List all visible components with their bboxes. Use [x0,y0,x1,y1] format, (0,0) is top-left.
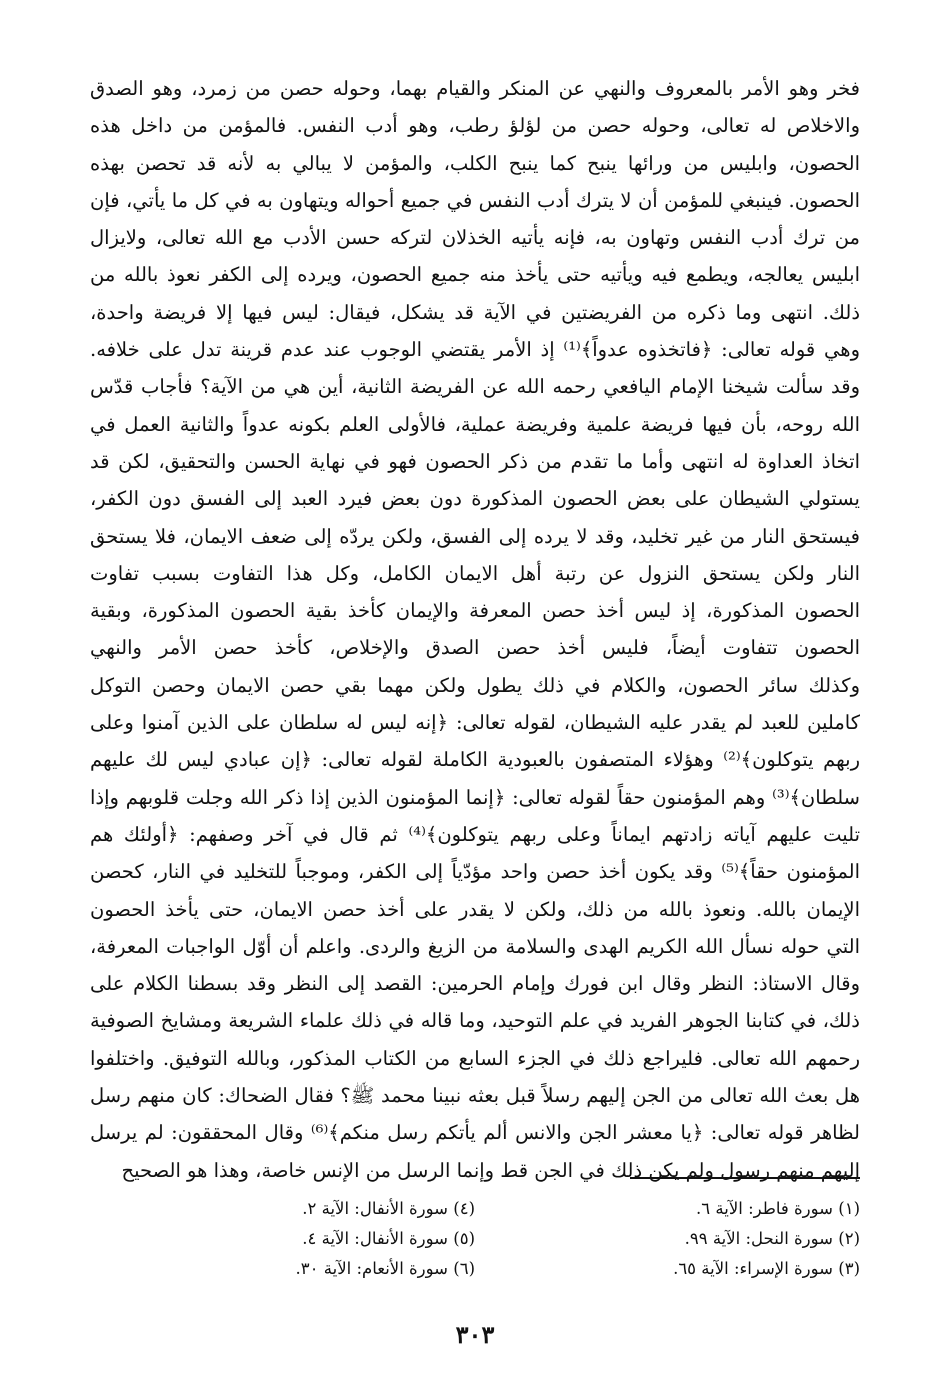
footnote: (٤) سورة الأنفال: الآية ٢. [302,1199,475,1218]
text-line: الحصون المذكورة، إذ ليس أخذ حصن المعرفة والإيمان كأخذ بقية الحصون المذكورة، وبقية [90,599,860,623]
text-line: رحمهم الله تعالى. فليراجع ذلك في الجزء السابع من الكتاب المذكور، وبالله التوفيق. واختلفوا [90,1046,860,1070]
text-line: الحصون تتفاوت أيضاً، فليس أخذ حصن الصدق والإخلاص، كأخذ حصن الأمر والنهي [90,636,860,660]
text-line: تليت عليهم آياته زادتهم ايماناً وعلى ربهم يتوكلون﴾⁽⁴⁾ ثم قال في آخر وصفهم: ﴿أولئك هم [90,822,860,846]
body-text [90,70,860,1189]
text-line: يستولي الشيطان على بعض الحصون المذكورة دون بعض فيرد العبد إلى الفسق دون الكفر، [90,487,860,511]
text-line: إليهم منهم رسول ولم يكن ذلك في الجن قط وإنما الرسل من الإنس خاصة، وهذا هو الصحيح [121,1158,860,1182]
text-line: والاخلاص له تعالى، وحوله حصن من لؤلؤ رطب، وهو أدب النفس. فالمؤمن من داخل هذه [90,114,860,138]
text-line: اتخاذ العداوة له انتهى وأما ما تقدم من ذكر الحصون فهو في نهاية الحسن والتحقيق، لكن قد [90,449,860,473]
footnote-separator [630,1177,860,1179]
text-line: ربهم يتوكلون﴾⁽²⁾ وهؤلاء المتصفون بالعبودية الكاملة لقوله تعالى: ﴿إن عبادي ليس لك عليهم [90,748,860,772]
text-line: سلطان﴾⁽³⁾ وهم المؤمنون حقاً لقوله تعالى: ﴿إنما المؤمنون الذين إذا ذكر الله وجلت قلوبهم وإذا [90,785,860,809]
text-line: وقال الاستاذ: النظر وقال ابن فورك وإمام الحرمين: القصد إلى النظر وقد بسطنا الكلام على [90,972,860,996]
text-line: الحصون. فينبغي للمؤمن أن لا يترك أدب النفس في جميع أحواله ويتهاون به في كل ما يأتي، فإن [90,188,860,212]
footnotes-column-right [475,1194,860,1294]
text-line: كاملين للعبد لم يقدر عليه الشيطان، لقوله تعالى: ﴿إنه ليس له سلطان على الذين آمنوا وعلى [90,711,860,735]
book-page [90,70,860,1370]
text-line: ابليس يعالجه، ويطمع فيه ويأتيه حتى يأخذ منه جميع الحصون، ويرده إلى الكفر نعوذ بالله من [90,263,860,287]
text-line: الإيمان بالله. ونعوذ بالله من ذلك، ولكن لا يقدر على أخذ حصن الايمان، حتى يأخذ الحصون [90,897,860,921]
text-line: من ترك أدب النفس وتهاون به، فإنه يأتيه الخذلان لتركه حسن الأدب مع الله تعالى، ولايزال [90,226,860,250]
footnote: (٦) سورة الأنعام: الآية ٣٠. [295,1259,475,1278]
text-line: التي حوله نسأل الله الكريم الهدى والسلامة من الزيغ والردى. واعلم أن أوّل الواجبات المعرفة، [90,934,860,958]
text-line: وقد سألت شيخنا الإمام اليافعي رحمه الله عن الفريضة الثانية، أين هي من الآية؟ فأجاب قدّس [90,375,860,399]
text-line: فخر وهو الأمر بالمعروف والنهي عن المنكر والقيام بهما، وحوله حصن من زمرد، وهو الصدق [90,77,860,100]
text-line: لظاهر قوله تعالى: ﴿يا معشر الجن والانس ألم يأتكم رسل منكم﴾⁽⁶⁾ وقال المحققون: لم يرسل [90,1121,860,1145]
footnotes [90,1194,860,1294]
text-line: النار ولكن يستحق النزول عن رتبة أهل الايمان الكامل، وكل هذا التفاوت بسبب تفاوت [90,561,860,585]
footnotes-column-left [90,1194,475,1294]
footnote: (٢) سورة النحل: الآية ٩٩. [684,1229,860,1248]
footnote: (٣) سورة الإسراء: الآية ٦٥. [673,1259,860,1278]
text-line: ذلك. انتهى وما ذكره من الفريضتين في الآية قد يشكل، فيقال: ليس فيها إلا فريضة واحدة، [90,300,860,324]
text-line: الحصون، وابليس من ورائها ينبح كما ينبح الكلب، والمؤمن لا يبالي به لأنه قد تحصن بهذه [90,151,860,175]
text-line: المؤمنون حقاً﴾⁽⁵⁾ وقد يكون أخذ حصن واحد مؤدّياً إلى الكفر، وموجباً للتخليد في النار، كحصن [90,860,860,884]
text-line: هل بعث الله تعالى من الجن إليهم رسلاً قبل بعثه نبينا محمد ﷺ؟ فقال الضحاك: كان منهم رسل [90,1084,860,1108]
text-line: وكذلك سائر الحصون، والكلام في ذلك يطول ولكن مهما بقي حصن الايمان وحصن التوكل [90,673,860,697]
footnote: (٥) سورة الأنفال: الآية ٤. [302,1229,475,1248]
page-number: ٣٠٣ [455,1320,495,1349]
text-line: الله روحه، بأن فيها فريضة علمية وفريضة عملية، فالأولى العلم بكونه عدواً والثانية العمل في [90,412,860,436]
text-line: فيستحق النار من غير تخليد، وقد لا يرده إلى الفسق، ولكن يردّه إلى ضعف الايمان، فلا يستحق [90,524,860,548]
text-line: وهي قوله تعالى: ﴿فاتخذوه عدواً﴾⁽¹⁾ إذ الأمر يقتضي الوجوب عند عدم قرينة تدل على خلافه. [90,338,860,362]
footnote: (١) سورة فاطر: الآية ٦. [696,1199,860,1218]
text-line: ذلك، في كتابنا الجوهر الفريد في علم التوحيد، وما قاله في ذلك علماء الشريعة ومشايخ الصوفية [90,1009,860,1033]
